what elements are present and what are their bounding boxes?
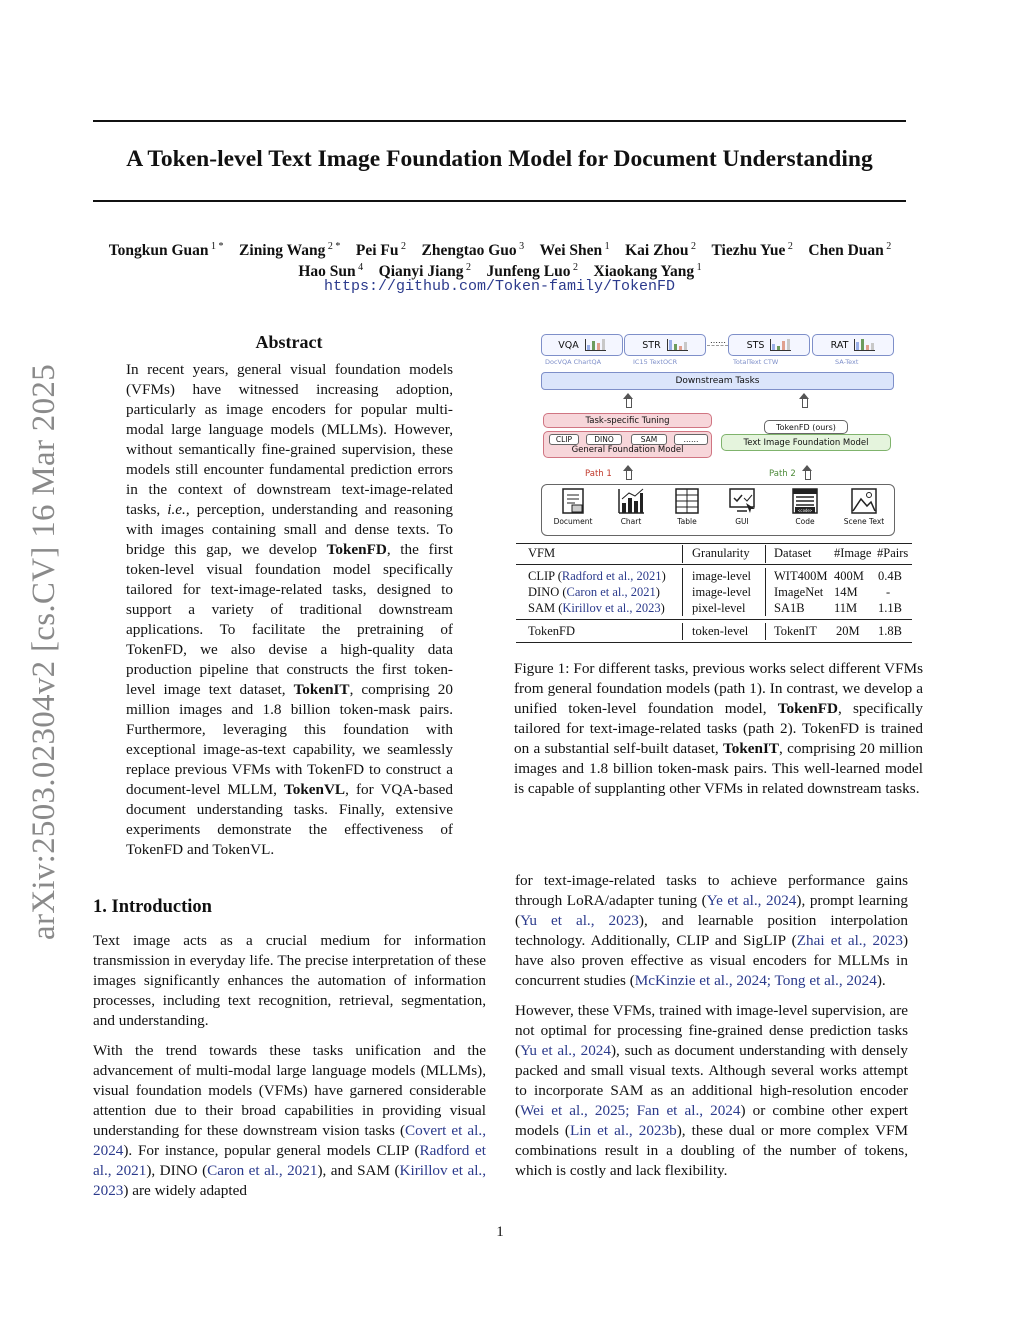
ellipsis-connector [707,345,728,346]
bar-chart-icon [854,339,875,351]
chart-icon-cell: Chart [605,487,657,526]
table-divider [765,568,766,616]
task-ellipsis: …… [710,336,726,345]
introduction-body [93,931,486,1201]
table-icon [672,487,702,515]
code-icon-cell: <code> Code [779,487,831,526]
table-cell: ImageNet [774,585,824,599]
path-1-label: Path 1 [585,469,612,479]
table-icon-cell: Table [661,487,713,526]
table-rule [516,543,912,544]
table-cell: TokenIT [774,624,817,638]
author-name: Qianyi Jiang [378,263,464,281]
up-arrow-icon [799,393,809,407]
table-divider [682,545,683,563]
citation-link[interactable]: Yu et al., 2023 [520,912,639,929]
right-paragraph-1: for text-image-related tasks to achieve performance gains through LoRA/adapter tuning (Ye et al., 2024), prompt learning (Yu et al., 2023), and learnable position interpolation technology. Additionally, CLIP and SigLIP (Zhai et al., 2023) have also proven effective as visual encoders for MLLMs in concurrent studies (McKinzie et al., 2024; Tong et al., 2024). [515,872,908,989]
up-arrow-icon [802,465,812,479]
intro-paragraph-2: With the trend towards these tasks unification and the advancement of multi-modal large language models (MLLMs), visual foundation models (VFMs) have garnered considerable attention due to their broad capabilities in providing visual understanding for these downstream vision tasks (Covert et al., 2024). For instance, popular general models CLIP (Radford et al., 2021), DINO (Caron et al., 2021), and SAM (Kirillov et al., 2023) are widely adapted [93,1042,487,1199]
task-box-rat: RAT [812,334,894,356]
table-rule [516,619,912,620]
author-name: Chen Duan [808,242,884,260]
table-cell: 20M [836,624,860,638]
author-name: Hao Sun [298,263,356,281]
citation-link[interactable]: Kirillov et al., 2023 [93,1162,487,1199]
citation-link[interactable]: Yu et al., 2024 [520,1042,611,1059]
table-header: Dataset [774,546,812,560]
page-number: 1 [496,1224,504,1240]
table-rule [516,564,912,565]
table-cell: image-level [692,585,751,599]
more-tag: …… [674,434,708,445]
author-name: Kai Zhou [625,242,689,260]
author-affiliation: 1 [694,262,702,273]
code-icon [790,487,820,515]
table-rule [516,642,912,643]
table-divider [765,623,766,640]
author-name: Tiezhu Yue [711,242,786,260]
author-affiliation: 2 [398,241,406,252]
intro-paragraph-1: Text image acts as a crucial medium for information transmission in everyday life. The precise interpretation of these images significantly enhances the automation of information processes, including text recognition, retrieval, segmentation, and understanding. [93,932,486,1029]
table-cell: - [886,585,891,599]
task-box-sts: STS [728,334,810,356]
paper-title: A Token-level Text Image Foundation Model for Document Understanding [126,146,873,172]
author-name: Pei Fu [355,242,399,260]
table-cell: 11M [834,601,858,615]
abstract-heading: Abstract [255,332,323,352]
table-row-clip: CLIP (Radford et al., 2021) [528,569,666,583]
table-cell: WIT400M [774,569,828,583]
table-divider [682,623,683,640]
citation-link[interactable]: McKinzie et al., 2024; Tong et al., 2024 [634,972,877,989]
up-arrow-icon [623,393,633,407]
task-datasets: DocVQA ChartQA [545,358,602,366]
citation-link[interactable]: Zhai et al., 2023 [796,932,903,949]
task-datasets: SA-Text [835,358,859,366]
author-affiliation: 1 * [208,241,224,252]
text-image-foundation-model: Text Image Foundation Model [721,434,891,451]
right-paragraph-2: However, these VFMs, trained with image-level supervision, are not optimal for processing fine-grained dense prediction tasks (Yu et al., 2024), such as document understanding with densely packed and small visual texts. Although several works attempt to incorporate SAM as an additional high-resolution encoder (Wei et al., 2025; Fan et al., 2024) or combine other expert models (Lin et al., 2023b), these dual or more complex VFM combinations result in a doubling of the number of tokens, which is costly and lack flexibility. [515,1002,908,1179]
task-datasets: TotalText CTW [733,358,779,366]
table-row-tokenfd: TokenFD [528,624,576,638]
author-name: Wei Shen [539,242,603,260]
table-cell: 1.8B [878,624,902,638]
author-affiliation: 2 [688,241,696,252]
table-row-sam: SAM (Kirillov et al., 2023) [528,601,665,615]
table-cell: 0.4B [878,569,902,583]
title-bottom-rule [93,200,906,202]
author-name: Tongkun Guan [108,242,209,260]
task-specific-tuning: Task-specific Tuning [543,413,712,428]
gui-icon [727,487,757,515]
figure-1-caption: Figure 1: For different tasks, previous works select different VFMs from general foundation models (path 1). In contrast, we develop a unified token-level foundation model, TokenFD, specifically tailored for text-image-related tasks (path 2). TokenFD is trained on a substantial self-built dataset, TokenIT, comprising 20 million images and 1.8 billion token-mask pairs. This well-learned model is capable of supplanting other VFMs in related downstream tasks. [514,660,924,797]
project-url[interactable]: https://github.com/Token-family/TokenFD [323,278,676,295]
table-header: #Pairs [877,546,909,560]
table-header: #Image [834,546,872,560]
author-affiliation: 4 [355,262,364,273]
table-divider [682,568,683,616]
citation-link[interactable]: Lin et al., 2023b [569,1122,677,1139]
table-cell: image-level [692,569,751,583]
table-cell: token-level [692,624,749,638]
author-name: Zhengtao Guo [421,242,517,260]
abstract-body: In recent years, general visual foundation models (VFMs) have witnessed increasing adoption, particularly as image encoders for popular multi-modal large language models (MLLMs). However, without semantically fine-grained supervision, these models still encounter fundamental prediction errors in the context of downstream text-image-related tasks, i.e., perception, understanding and reasoning with images containing small and dense texts. To bridge this gap, we develop TokenFD, the first token-level visual foundation model specifically tailored for text-image-related tasks, designed to support a variety of traditional downstream applications. To facilitate the pretraining of TokenFD, we also devise a high-quality data production pipeline that constructs the first token-level image text dataset, TokenIT, comprising 20 million images and 1.8 billion token-mask pairs. Furthermore, leveraging this foundation with exceptional image-as-text capability, we seamlessly replace previous VFMs with TokenFD to construct a document-level MLLM, TokenVL, for VQA-based document understanding tasks. Finally, extensive experiments demonstrate the effectiveness of TokenFD and TokenVL. [126,361,453,858]
citation-link[interactable]: Caron et al., 2021 [207,1162,318,1179]
right-column-body [515,871,908,1181]
author-affiliation: 2 [883,241,892,252]
citation-link[interactable]: Wei et al., 2025; Fan et al., 2024 [520,1102,741,1119]
scene-text-icon-cell: Scene Text [838,487,890,526]
bar-chart-icon [770,339,791,351]
author-affiliation: 2 [463,262,471,273]
bar-chart-icon [667,339,688,351]
author-name: Xiaokang Yang [593,263,695,281]
title-top-rule [93,120,906,122]
document-icon-cell: Document [547,487,599,526]
author-affiliation: 3 [516,241,525,252]
document-icon [558,487,588,515]
table-row-dino: DINO (Caron et al., 2021) [528,585,660,599]
table-header: VFM [528,546,556,560]
introduction-heading: 1. Introduction [93,897,212,917]
general-foundation-model: General Foundation Model [543,431,712,458]
citation-link[interactable]: Radford et al., 2021 [93,1142,486,1179]
citation-link[interactable]: Covert et al., 2024 [93,1122,486,1159]
citation-link[interactable]: Ye et al., 2024 [706,892,797,909]
task-datasets: IC15 TextOCR [633,358,678,366]
code-tag-text: <code> [797,508,813,513]
path-2-label: Path 2 [769,469,796,479]
table-cell: 400M [834,569,864,583]
table-cell: SA1B [774,601,805,615]
table-divider [765,545,766,563]
scene-text-icon [849,487,879,515]
arxiv-stamp: arXiv:2503.02304v2 [cs.CV] 16 Mar 2025 [26,364,62,940]
task-box-str: STR [624,334,706,356]
table-cell: 1.1B [878,601,902,615]
gui-icon-cell: GUI [716,487,768,526]
tokenfd-ours-label: TokenFD (ours) [764,420,848,434]
author-affiliation: 2 [785,241,793,252]
sam-tag: SAM [631,434,667,445]
author-name: Zining Wang [239,242,326,260]
bar-chart-icon [585,339,606,351]
up-arrow-icon [623,465,633,479]
dino-tag: DINO [586,434,622,445]
chart-icon [616,487,646,515]
clip-tag: CLIP [549,434,579,445]
author-affiliation: 1 [602,241,610,252]
downstream-tasks-bar: Downstream Tasks [541,372,894,390]
figure-1-diagram [517,334,909,539]
table-cell: pixel-level [692,601,746,615]
author-affiliation: 2 * [325,241,341,252]
author-affiliation: 2 [570,262,578,273]
table-cell: 14M [834,585,858,599]
task-box-vqa: VQA [541,334,623,356]
author-name: Junfeng Luo [486,263,571,281]
table-header: Granularity [692,546,750,560]
